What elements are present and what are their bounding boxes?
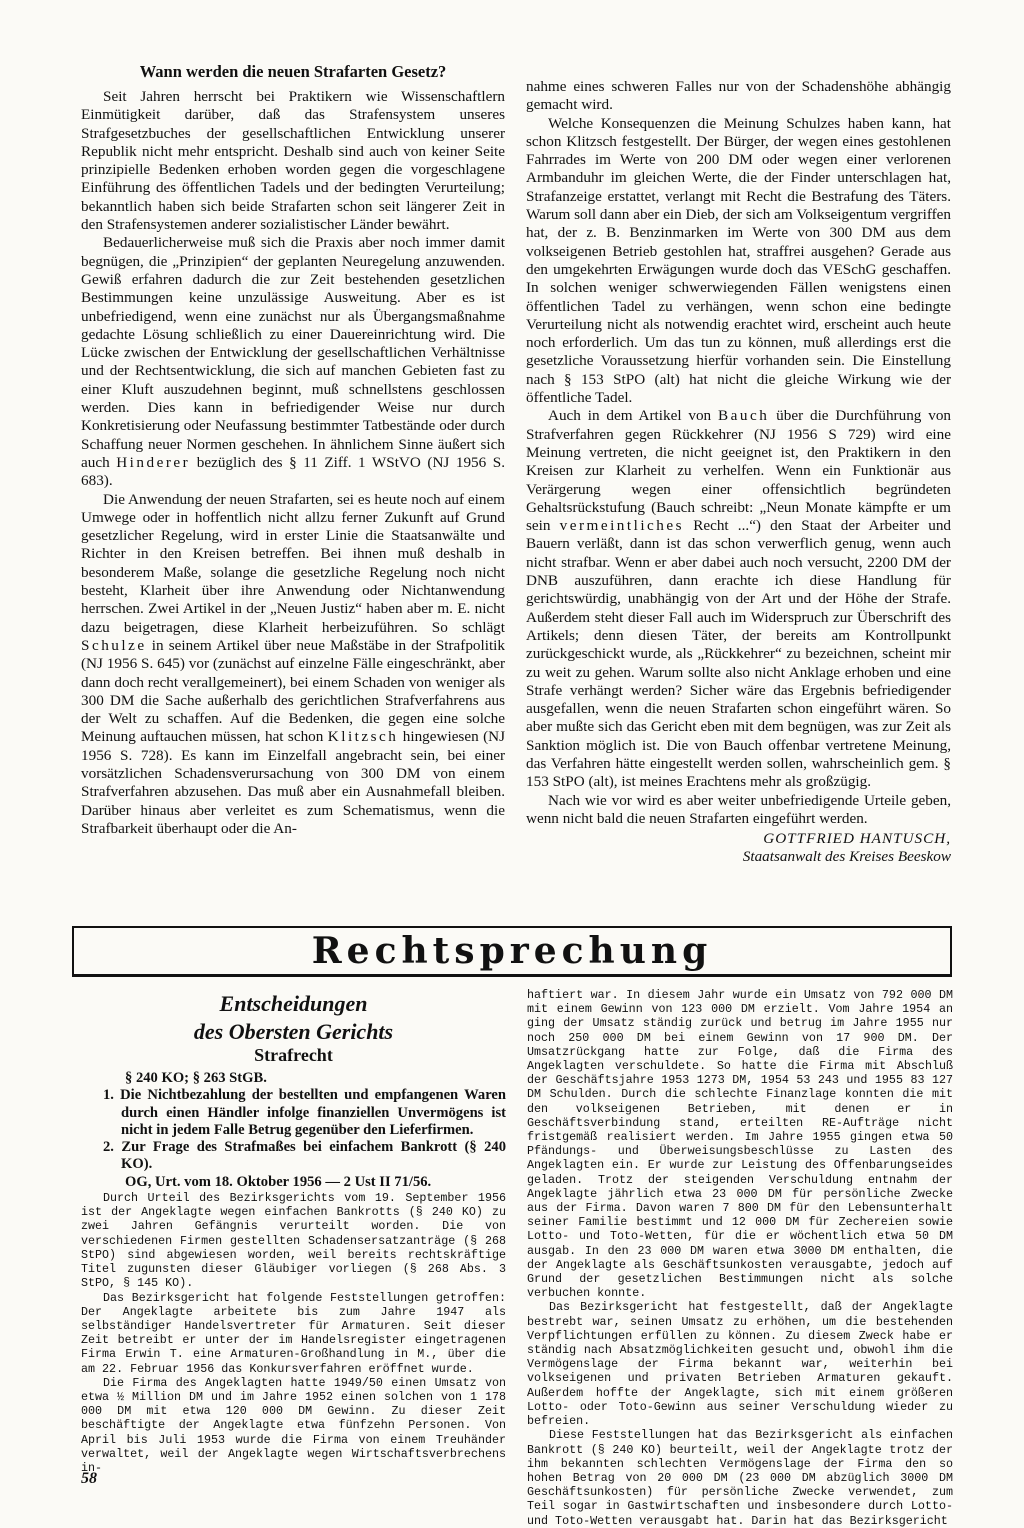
article-paragraph: nahme eines schweren Falles nur von der Schadenshöhe abhängig gemacht wird.: [526, 78, 951, 114]
decisions-heading-line2: des Obersten Gerichts: [193, 1019, 394, 1044]
decision-paragraph: Diese Feststellungen hat das Bezirksgericht als einfachen Bankrott (§ 240 KO) beurteilt, weil der Angeklagte trotz der ihm bekannten schlechten Vermögenslage der Firma den so hohen Betrag von 20 000 DM (23 000 DM abzüglich 3000 DM Geschäftsunkosten) für persönliche Zwecke verwendet, zum Teil sogar in Gastwirtschaften und insbesondere durch Lotto- und Toto-Wetten verausgabt hat. Darin hat das Bezirksgericht: [527, 1428, 953, 1528]
article-column-left: [81, 62, 505, 838]
decision-lead-2: 2. Zur Frage des Strafmaßes bei einfachem Bankrott (§ 240 KO).: [103, 1139, 506, 1173]
section-rule: [72, 976, 952, 977]
article-paragraph: Welche Konsequenzen die Meinung Schulzes haben kann, hat schon Klitzsch festgestellt. Der Bürger, der wegen eines gestohlenen Fahrrades im Werte von 200 DM oder wegen einer verlorenen Armbanduhr im gleichen Werte, die der Finder unterschlagen hat, Strafanzeige erstattet, verlangt mit Recht die Bestrafung des Täters. Warum soll dann aber ein Dieb, der sich am Volkseigentum vergriffen hat, der z. B. Benzinmarken im Werte von 300 DM aus dem volkseigenen Betrieb gestohlen hat, straffrei ausgehen? Gerade aus den umgekehrten Erwägungen wurde doch das VESchG geschaffen. In solchen weniger schwerwiegenden Fällen wenigstens einen öffentlichen Tadel zu verhängen, wenn schon eine bedingte Verurteilung nicht als notwendig erachtet wird, erscheint auch heute noch erforderlich. Um das tun zu können, muß allerdings erst die gesetzliche Voraussetzung hierfür vorhanden sein. Die Einstellung nach § 153 StPO (alt) hat nicht die gleiche Wirkung wie der öffentliche Tadel.: [526, 114, 951, 407]
article-title: Wann werden die neuen Strafarten Gesetz?: [139, 62, 447, 81]
spaced-name: Klitzsch: [327, 728, 399, 746]
article-paragraph: Auch in dem Artikel von Bauch über die Durchführung von Strafverfahren gegen Rückkehrer (NJ 1956 S 729) wird eine Meinung vertreten, die nicht geeignet ist, den Praktikern in den Kreisen zur Klarheit zu verhelfen. Wenn ein Funktionär aus Verärgerung wegen einer offensichtlich begründeten Gehaltsrückstufung (Bauch schreibt: „Neun Monate kämpfte er um sein vermeintliches Recht ...“) den Staat der Arbeiter und Bauern verläßt, dann ist das schon verwerflich genug, wenn auch nicht strafbar. Wenn er aber dabei auch noch versucht, 2200 DM der DNB auszuführen, dann erachte ich diese Handlung für gerichtswürdig, unabhängig von der Art und der Höhe der Strafe. Außerdem steht dieser Fall auch im Widerspruch zur Überschrift des Artikels; denn diesen Täter, der bereits am Kontrollpunkt zurückgeschickt wurde, als „Rückkehrer“ zu bezeichnen, scheint mir zu weit zu gehen. Warum sollte also nicht Anklage erhoben und eine Strafe verhängt werden? Sicher wäre das Ergebnis befriedigender ausgefallen, wenn die neuen Strafarten schon eingeführt wären. So aber mußte sich das Gericht eben mit dem begnügen, was zur Zeit als Sanktion möglich ist. Die von Bauch offenbar vertretene Meinung, das Verfahren hätte eingestellt werden sollen, wahrscheinlich gem. § 153 StPO (alt), ist meines Erachtens mehr als großzügig.: [526, 407, 952, 791]
decision-lead-1: 1. Die Nichtbezahlung der bestellten und empfangenen Waren durch einen Händler infolge finanziellen Unvermögens ist nicht in jedem Falle Betrug gegenüber den Lieferfirmen.: [103, 1087, 506, 1138]
decision-paragraph: Die Firma des Angeklagten hatte 1949/50 einen Umsatz von etwa ½ Million DM und im Jahre 1952 einen solchen von 1 178 000 DM mit etwa 120 000 DM Gewinn. Zu dieser Zeit beschäftigte der Angeklagte etwa fünfzehn Personen. Von April bis Juli 1953 wurde die Firma von einem Treuhänder verwaltet, weil der Angeklagte wegen Wirtschaftsverbrechens in-: [81, 1375, 506, 1475]
spaced-name: Bauch: [718, 407, 770, 425]
decision-citation: OG, Urt. vom 18. Oktober 1956 — 2 Ust II 71/56.: [125, 1173, 432, 1190]
decision-paragraph: Das Bezirksgericht hat festgestellt, daß der Angeklagte bestrebt war, seinen Umsatz zu erhöhen, um die bestehenden Verpflichtungen erfüllen zu können. Zu diesem Zweck habe er ständig nach Absatzmöglichkeiten gesucht und, obwohl ihm die Vermögenslage der Firma bekannt war, weiterhin bei volkseigenen und privaten Betrieben Armaturen gekauft. Außerdem hoffte der Angeklagte, sich mit einem größeren Lotto- oder Toto-Gewinn aus seiner Verschuldung wieder zu befreien.: [527, 1300, 953, 1429]
spaced-word: vermeintliches: [559, 517, 685, 535]
decision-leadsentences: [81, 1070, 506, 1191]
decision-paragraph: haftiert war. In diesem Jahr wurde ein Umsatz von 792 000 DM mit einem Gewinn von 123 000 DM erzielt. Vom Jahre 1954 an ging der Umsatz ständig zurück und betrug im Jahre 1955 nur noch 250 000 DM bei einem Gewinn von 17 900 DM. Der Umsatzrückgang hatte zur Folge, daß die Firma des Angeklagten verschuldete. So hatte die Firma mit Abschluß der Geschäftsjahre 1953 1273 DM, 1954 53 243 und 1955 83 127 DM Schulden. Durch die schlechte Finanzlage konnten die mit den volkseigenen Betrieben, mit denen er in Geschäftsverbindung stand, erteilten RE-Aufträge nicht fristgemäß realisiert werden. Im Jahre 1955 gingen etwa 50 Pfändungs- und Überweisungsbeschlüsse zu Lasten des Angeklagten ein. Er wurde zur Leistung des Offenbarungseides geladen. Trotz der steigenden Verschuldung entnahm der Angeklagte jährlich etwa 23 000 DM für persönliche Zwecke aus der Firma. Davon waren 7 800 DM für den Lebensunterhalt seiner Familie bestimmt und 12 000 DM für Zechereien sowie Lotto- und Toto-Wetten, für die er wöchentlich etwa 50 DM ausgab. In den 23 000 DM waren etwa 3000 DM enthalten, die der Angeklagte als Geschäftsunkosten verausgabte, jedoch auf Grund der gesetzlichen Bestimmungen nicht als solche verbuchen konnte.: [527, 988, 953, 1301]
spaced-name: Schulze: [81, 636, 147, 654]
section-title: Rechtsprechung: [311, 930, 713, 972]
article-paragraph: Seit Jahren herrscht bei Praktikern wie Wissenschaftlern Einmütigkeit darüber, daß das Strafensystem unseres Strafgesetzbuches der gesellschaftlichen Entwicklung unserer Republik nicht mehr entspricht. Deshalb sind auch von keiner Seite prinzipielle Bedenken erhoben worden gegen die vorgeschlagene Einführung des öffentlichen Tadels und der bedingten Verurteilung; bekanntlich haben sich beide Strafarten schon seit längerer Zeit in den Strafensystemen anderer sozialistischer Länder bewährt.: [81, 88, 505, 234]
author-name: GOTTFRIED HANTUSCH,: [763, 830, 951, 848]
page-number: 58: [81, 1470, 97, 1487]
article-column-right: [526, 78, 951, 867]
decision-norms: § 240 KO; § 263 StGB.: [125, 1070, 267, 1086]
author-signature: [526, 830, 951, 867]
author-affiliation: Staatsanwalt des Kreises Beeskow: [742, 848, 951, 866]
decision-paragraph: Durch Urteil des Bezirksgerichts vom 19. September 1956 ist der Angeklagte wegen einfachen Bankrotts (§ 240 KO) zu zwei Jahren Gefängnis verurteilt worden. Die von verschiedenen Firmen gestellten Schadensersatzanträge (§ 268 StPO) sind abgewiesen worden, weil bereits rechtskräftige Titel zugunsten dieser Gläubiger vorliegen (§ 268 Abs. 3 StPO, § 145 KO).: [81, 1191, 506, 1291]
article-paragraph: Nach wie vor wird es aber weiter unbefriedigende Urteile geben, wenn nicht bald die neuen Strafarten eingeführt werden.: [526, 791, 951, 827]
article-paragraph: Bedauerlicherweise muß sich die Praxis aber noch immer damit begnügen, die „Prinzipien“ der geplanten Neuregelung anzuwenden. Gewiß erfahren dadurch die zur Zeit bestehenden gesetzlichen Bestimmungen keine unzulässige Ausweitung. Aber es ist unbefriedigend, wenn eine zunächst nur als Übergangsmaßnahme gedachte Lösung schließlich zu einer Dauereinrichtung wird. Die Lücke zwischen der Entwicklung der gesellschaftlichen Verhältnisse und der Rechtsentwicklung, die sich auf manchen Gebieten fast zu einer Kluft auszudehnen beginnt, muß schnellstens geschlossen werden. Dies kann in befriedigender Weise nur durch Konkretisierung oder Neufassung bestimmter Tatbestände oder durch Schaffung neuer Normen geschehen. In ähnlichem Sinne äußert sich auch Hinderer bezüglich des § 11 Ziff. 1 WStVO (NJ 1956 S. 683).: [81, 234, 506, 490]
article-paragraph: Die Anwendung der neuen Strafarten, sei es heute noch auf einem Umwege oder in hoffentlich nicht allzu ferner Zukunft auf Grund gesetzlicher Regelung, wird in erster Linie die Staatsanwälte und Richter in den Kreisen betreffen. Bei ihnen muß deshalb in besonderem Maße, solange die gesetzliche Regelung noch nicht besteht, Klarheit über ihre Anwendung oder Nichtanwendung herrschen. Zwei Artikel in der „Neuen Justiz“ haben aber m. E. nicht dazu beigetragen, diese Klarheit herbeizuführen. So schlägt Schulze in seinem Artikel über neue Maßstäbe in der Strafpolitik (NJ 1956 S. 645) vor (zunächst auf einzelne Fälle eingeschränkt, aber dann doch recht verallgemeinert), bei einem Schaden von weniger als 300 DM die Sache außerhalb des gerichtlichen Strafverfahrens aus der Welt zu schaffen. Auf die Bedenken, die gegen eine solche Meinung auftauchen müssen, hat schon Klitzsch hingewiesen (NJ 1956 S. 728). Es kann im Einzelfall angebracht sein, bei einer vorsätzlichen Schadensverursachung von 300 DM von einem Strafverfahren abzusehen. Das muß aber ein Ausnahmefall bleiben. Darüber hinaus aber verleitet es zum Schematismus, wenn die Strafbarkeit überhaupt oder die An-: [81, 490, 506, 837]
decision-column-right: [527, 988, 953, 1528]
decisions-heading-line1: Entscheidungen: [219, 991, 368, 1016]
section-banner: [72, 926, 952, 976]
spaced-name: Hinderer: [116, 453, 191, 471]
decisions-subheading: Strafrecht: [254, 1045, 333, 1065]
decision-paragraph: Das Bezirksgericht hat folgende Feststellungen getroffen: Der Angeklagte arbeitete bis zum Jahre 1947 als selbständiger Handelsvertreter für Armaturen. Seit dieser Zeit betreibt er unter der im Handelsregister eingetragenen Firma Erwin T. eine Armaturen-Großhandlung in M., über die am 22. Februar 1956 das Konkursverfahren eröffnet wurde.: [81, 1290, 506, 1376]
decision-column-left: [81, 988, 506, 1475]
